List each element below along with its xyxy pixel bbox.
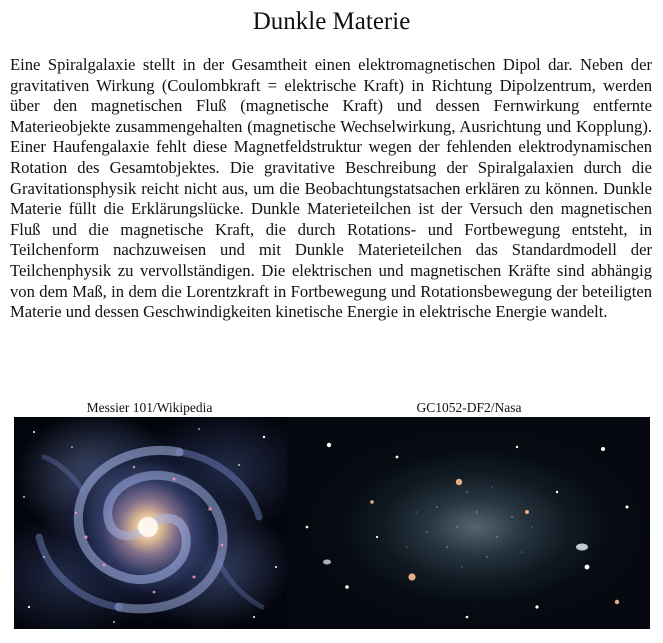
star-field-graphic bbox=[287, 417, 650, 629]
spiral-arms-graphic bbox=[14, 417, 287, 629]
spiral-galaxy-image bbox=[14, 417, 287, 629]
diffuse-galaxy-image bbox=[287, 417, 650, 629]
figure-caption-left: Messier 101/Wikipedia bbox=[86, 400, 213, 415]
body-paragraph: Eine Spiralgalaxie stellt in der Gesamtheit einen elektromagnetischen Dipol dar. Neben der gravitativen Wirkung (Coulombkraft = elektrische Kraft) in Richtung Dipolzentrum, werden über den magnetischen Fluß (magnetische Kraft) und dessen Fernwirkung entfernte Materieobjekte zusammengehalten (magnetische Wechselwirkung, Ausrichtung und Kopplung). Einer Haufengalaxie fehlt diese Magnetfeldstruktur wegen der fehlenden elektrodynamischen Rotation des Gesamtobjektes. Die gravitative Beschreibung der Spiralgalaxien durch die Gravitationsphysik reicht nicht aus, um die Beobachtungstatsachen erklären zu können. Dunkle Materie füllt die Erklärungslücke. Dunkle Materieteilchen ist der Versuch den magnetischen Fluß und die magnetische Kraft, die durch Rotations- und Fortbewegung entsteht, in Teilchenform nachzuweisen und mit Dunkle Materieteilchen das Standardmodell der Teilchenphysik zu vervollständigen. Die elektrischen und magnetischen Kräfte sind abhängig von dem Maß, in dem die Lorentzkraft in Fortbewegung und Rotationsbewegung der beteiligten Materie und dessen Geschwindigkeiten kinetische Energie in elektrische Energie wandelt. bbox=[10, 55, 652, 322]
figure-caption-right: GC1052-DF2/Nasa bbox=[416, 400, 522, 415]
page-title: Dunkle Materie bbox=[252, 8, 411, 35]
